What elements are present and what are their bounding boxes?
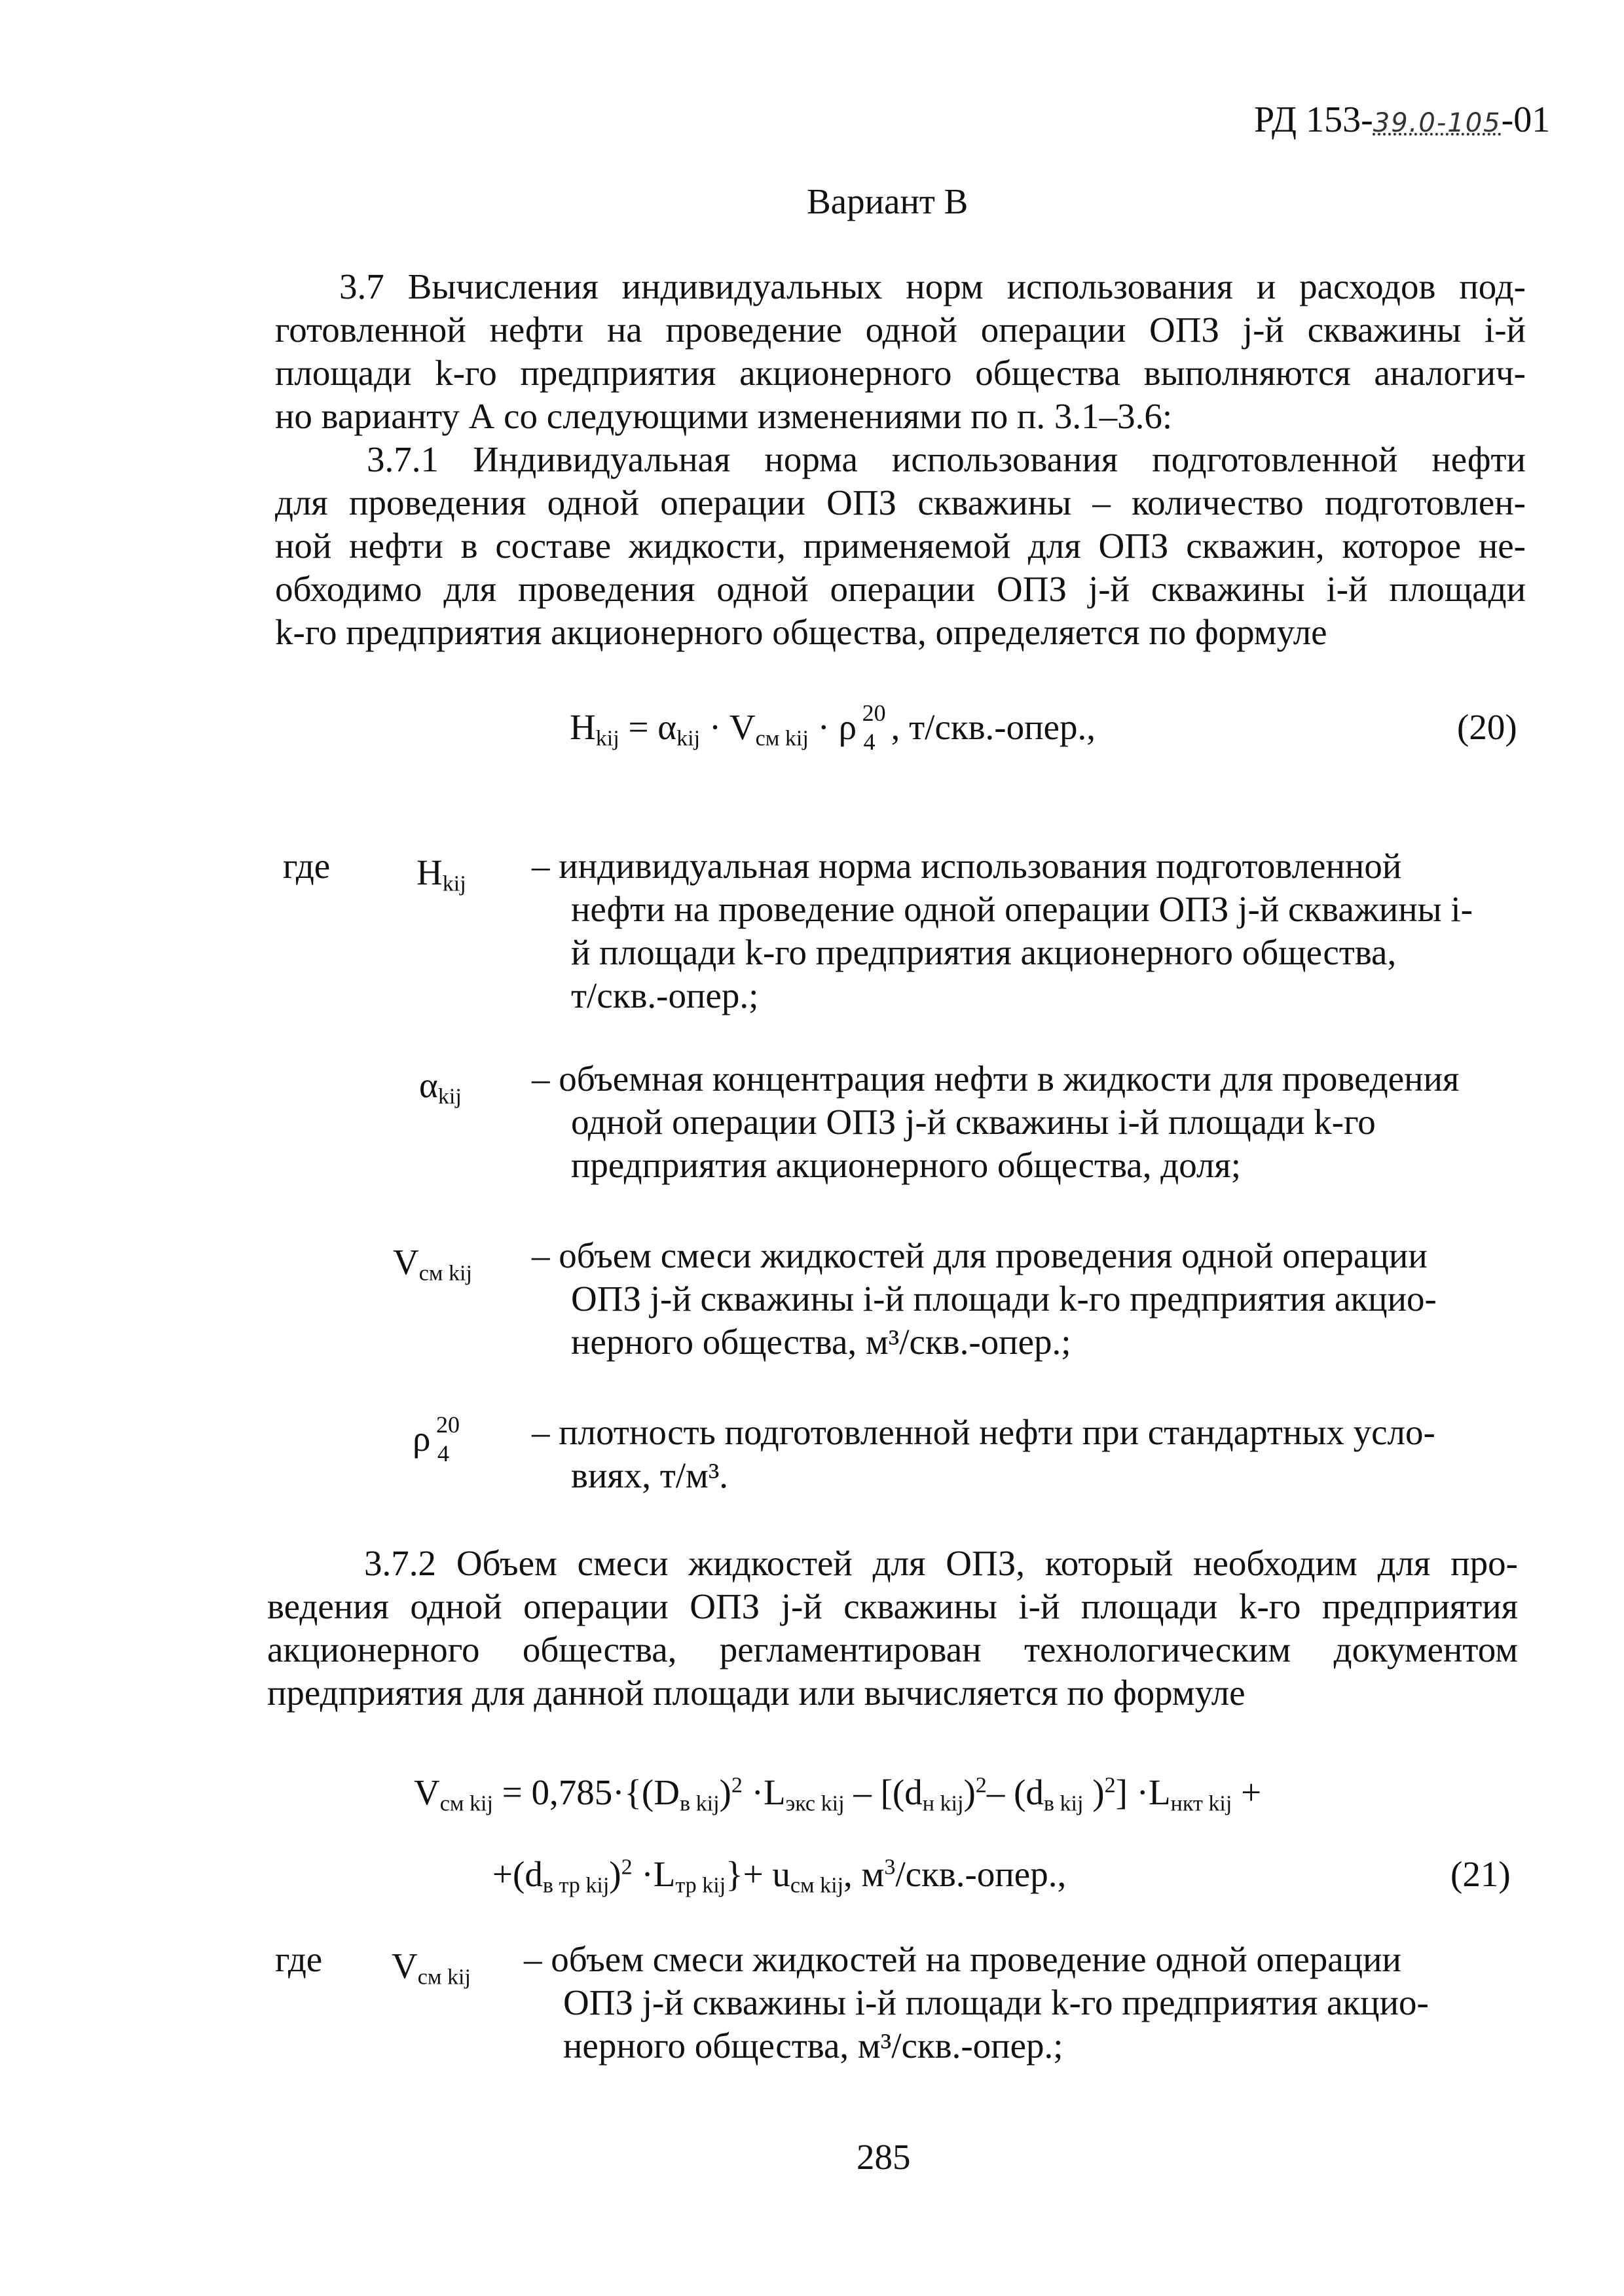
paragraph-line: k-го предприятия акционерного общества, определяется по формуле <box>275 612 1327 652</box>
formula-subscript: см kij <box>790 1873 844 1898</box>
formula-text: , м <box>843 1854 885 1894</box>
formula-subscript: kij <box>437 1084 462 1109</box>
paragraph-line: ведения одной операции ОПЗ j-й скважины i-й площади k-го предприятия <box>267 1586 1518 1626</box>
definition-line: нерного общества, м³/скв.-опер.; <box>563 2026 1063 2066</box>
formula-text: – [(d <box>844 1772 923 1812</box>
definition-line: нефти на проведение одной операции ОПЗ j-й скважины i- <box>571 889 1473 929</box>
formula-number: (20) <box>1457 707 1517 747</box>
definition-line: – индивидуальная норма использования подготовленной <box>532 846 1402 886</box>
formula-subscript: в kij <box>1043 1791 1084 1816</box>
formula-subscript: экс kij <box>785 1791 845 1816</box>
paragraph-3-7-1 <box>275 438 1526 654</box>
document-code-prefix: РД 153- <box>1254 100 1373 140</box>
formula-superscript: 2 <box>975 1773 987 1798</box>
formula-symbol: H <box>416 852 443 892</box>
formula-symbol: V <box>729 707 756 747</box>
formula-number: (21) <box>1450 1854 1511 1894</box>
formula-symbol: V <box>414 1772 440 1812</box>
definition-text <box>532 1234 1437 1364</box>
formula-text: ·L <box>632 1854 676 1894</box>
definition-symbol <box>413 1412 465 1467</box>
formula-superscript: 2 <box>731 1773 743 1798</box>
paragraph-3-7-2 <box>267 1542 1518 1715</box>
paragraph-line: 3.7.2 Объем смеси жидкостей для ОПЗ, который необходим для про- <box>364 1543 1518 1583</box>
formula-text: ] ·L <box>1115 1772 1171 1812</box>
document-code <box>1254 98 1550 145</box>
formula-text: ) <box>719 1772 731 1812</box>
paragraph-line: предприятия для данной площади или вычисляется по формуле <box>267 1673 1246 1713</box>
paragraph-line: 3.7 Вычисления индивидуальных норм использования и расходов под- <box>339 266 1526 306</box>
formula-text: ·L <box>742 1772 786 1812</box>
paragraph-line: для проведения одной операции ОПЗ скважины – количество подготовлен- <box>275 483 1526 522</box>
formula-subscript: тр kij <box>675 1873 726 1898</box>
formula-symbol: α <box>657 707 677 747</box>
formula-text: = 0,785·{(D <box>492 1772 680 1812</box>
section-title: Вариант В <box>807 181 969 221</box>
definition-text <box>532 1411 1435 1497</box>
formula-subscript: см kij <box>417 1965 471 1990</box>
paragraph-line: 3.7.1 Индивидуальная норма использования подготовленной нефти <box>367 439 1526 479</box>
formula-superscript: 2 <box>621 1855 633 1880</box>
definition-line: – плотность подготовленной нефти при стандартных усло- <box>532 1412 1435 1452</box>
definition-line: ОПЗ j-й скважины i-й площади k-го предприятия акцио- <box>563 1982 1429 2022</box>
definition-line: предприятия акционерного общества, доля; <box>571 1145 1242 1185</box>
formula-subscript: kij <box>442 871 466 896</box>
formula-operator: = <box>619 707 658 747</box>
definition-line: й площади k-го предприятия акционерного общества, <box>571 932 1397 972</box>
formula-operator: · <box>808 707 839 747</box>
paragraph-line: готовленной нефти на проведение одной операции ОПЗ j-й скважины i-й <box>275 310 1526 350</box>
definition-line: – объемная концентрация нефти в жидкости для проведения <box>532 1059 1460 1099</box>
definition-text <box>532 845 1473 1017</box>
where-label: где <box>283 846 331 886</box>
paragraph-line: ной нефти в составе жидкости, применяемой для ОПЗ скважин, которое не- <box>275 526 1526 566</box>
formula-symbol: ρ <box>838 707 857 747</box>
formula-subscript: 4 <box>437 1440 449 1467</box>
paragraph-line: обходимо для проведения одной операции ОПЗ j-й скважины i-й площади <box>275 569 1526 609</box>
formula-subscript: см kij <box>755 726 809 751</box>
paragraph-line: но варианту А со следующими изменениями по п. 3.1–3.6: <box>275 396 1173 436</box>
formula-symbol: H <box>570 707 596 747</box>
formula-text: ) <box>1083 1772 1105 1812</box>
paragraph-line: акционерного общества, регламентирован технологическим документом <box>267 1630 1518 1669</box>
formula-text: – (d <box>986 1772 1044 1812</box>
formula-text: ) <box>963 1772 976 1812</box>
definition-symbol <box>416 851 466 894</box>
formula-subscript: в тр kij <box>542 1873 610 1898</box>
formula-rho <box>413 1412 465 1467</box>
formula-text: /скв.-опер., <box>895 1854 1067 1894</box>
definition-text <box>524 1938 1429 2068</box>
formula-subscript: kij <box>595 726 619 751</box>
formula-symbol: V <box>392 1946 418 1986</box>
formula-symbol: V <box>393 1242 419 1282</box>
definition-text <box>532 1057 1459 1187</box>
document-code-handwritten: 39.0-105 <box>1373 108 1502 138</box>
formula-operator: · <box>700 707 729 747</box>
formula-21-line-1 <box>414 1771 1261 1814</box>
formula-subscript: нкт kij <box>1170 1791 1232 1816</box>
definition-line: одной операции ОПЗ j-й скважины i-й площади k-го <box>571 1102 1376 1142</box>
formula-symbol: ρ <box>413 1419 431 1459</box>
definition-symbol <box>419 1064 462 1107</box>
formula-unit: , т/скв.-опер., <box>891 707 1096 747</box>
formula-20 <box>570 700 1096 755</box>
formula-subscript: kij <box>676 726 701 751</box>
formula-subscript: см kij <box>418 1261 472 1286</box>
definition-line: – объем смеси жидкостей для проведения одной операции <box>532 1235 1428 1275</box>
definition-line: ОПЗ j-й скважины i-й площади k-го предприятия акцио- <box>571 1279 1437 1319</box>
formula-superscript: 3 <box>884 1855 896 1880</box>
definition-symbol <box>392 1944 471 1988</box>
formula-subscript: в kij <box>679 1791 720 1816</box>
definition-line: – объем смеси жидкостей на проведение одной операции <box>524 1939 1401 1979</box>
definition-line: т/скв.-опер.; <box>571 975 759 1015</box>
formula-21-line-2 <box>492 1853 1066 1896</box>
definition-line: виях, т/м³. <box>571 1455 729 1495</box>
formula-subscript: н kij <box>922 1791 964 1816</box>
formula-subscript: см kij <box>439 1791 493 1816</box>
definition-symbol <box>393 1241 472 1284</box>
definition-line: нерного общества, м³/скв.-опер.; <box>571 1322 1071 1362</box>
paragraph-line: площади k-го предприятия акционерного общества выполняются аналогич- <box>275 353 1526 393</box>
page-number: 285 <box>857 2137 911 2177</box>
formula-text: ) <box>609 1854 621 1894</box>
formula-superscript: 20 <box>436 1412 460 1438</box>
formula-text: + <box>1232 1772 1262 1812</box>
formula-superscript: 2 <box>1104 1773 1116 1798</box>
formula-rho <box>838 700 891 755</box>
formula-text: +(d <box>492 1854 543 1894</box>
formula-subscript: 4 <box>863 729 876 755</box>
where-label: где <box>275 1939 323 1979</box>
formula-superscript: 20 <box>862 700 886 726</box>
document-code-suffix: -01 <box>1501 100 1551 140</box>
paragraph-3-7 <box>275 265 1526 438</box>
formula-text: }+ u <box>726 1854 790 1894</box>
formula-symbol: α <box>419 1065 438 1105</box>
